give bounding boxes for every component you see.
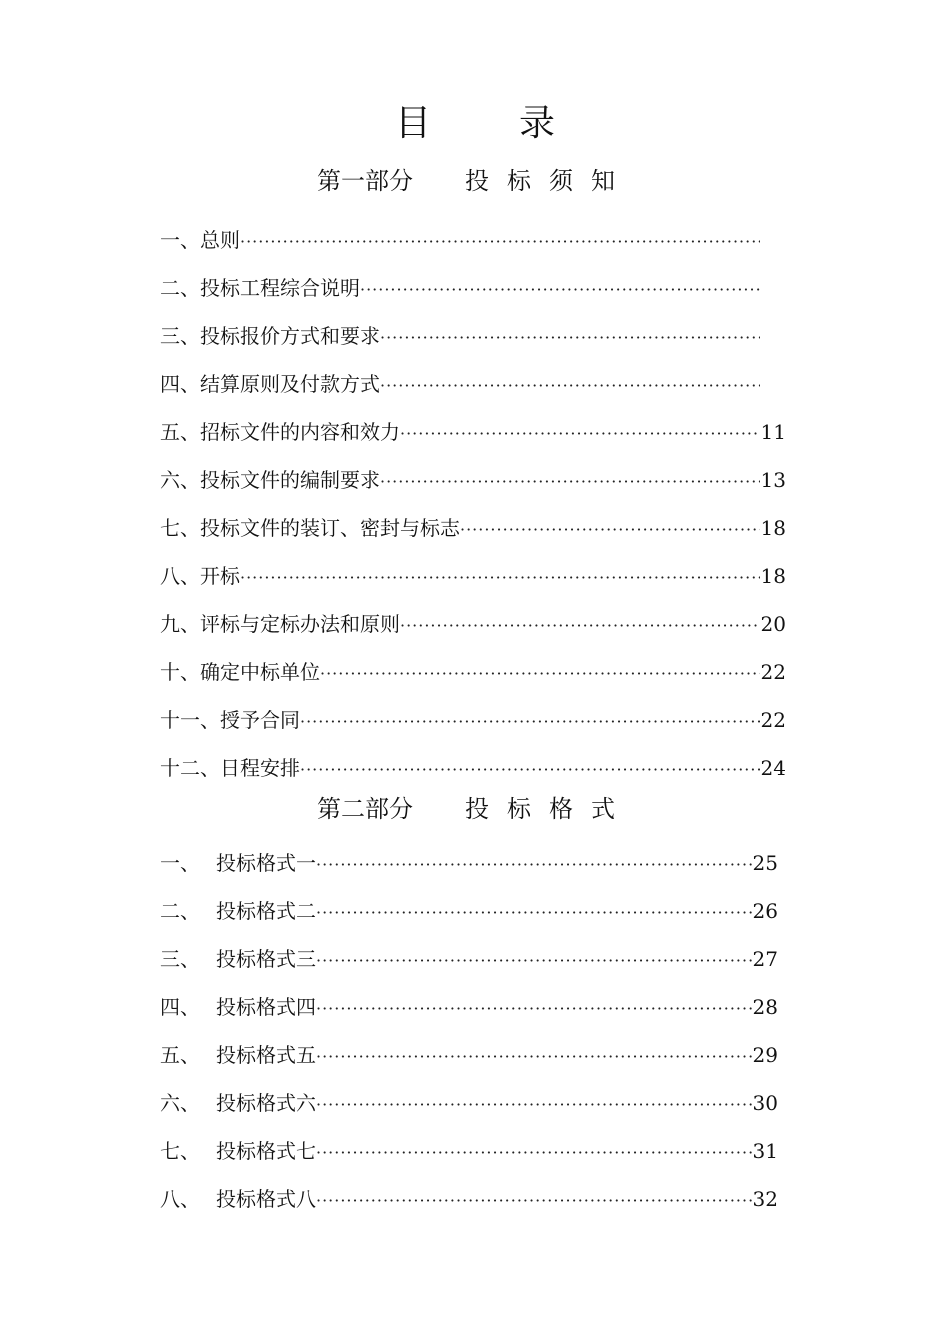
- title-char-2: 录: [519, 103, 556, 144]
- title-char-1: 目: [394, 103, 431, 144]
- part-2-title: 投标格式: [465, 795, 633, 823]
- toc-dot-leader: [380, 462, 760, 502]
- toc-dot-leader: [400, 606, 760, 646]
- page-title: [0, 96, 950, 152]
- toc-entry[interactable]: [160, 364, 786, 412]
- toc-entry-number: 二、: [160, 276, 200, 300]
- toc-entry[interactable]: [160, 1179, 778, 1227]
- toc-entry-page: 25: [752, 851, 778, 875]
- toc-entry[interactable]: [160, 604, 786, 652]
- toc-entry-page: 32: [752, 1187, 778, 1211]
- toc-dot-leader: [316, 845, 752, 885]
- toc-entry-page: 29: [752, 1043, 778, 1067]
- toc-entry[interactable]: [160, 460, 786, 508]
- part-1-toc: [160, 220, 786, 796]
- toc-entry-text: 投标文件的装订、密封与标志: [200, 516, 460, 540]
- toc-entry-page: 20: [760, 612, 786, 636]
- toc-entry[interactable]: [160, 220, 786, 268]
- part-2-heading: [0, 792, 950, 826]
- toc-entry-number: 九、: [160, 612, 200, 636]
- toc-entry-number: 一、: [160, 851, 200, 875]
- toc-entry-number: 四、: [160, 995, 200, 1019]
- toc-entry-text: 投标文件的编制要求: [200, 468, 380, 492]
- toc-entry-page: 27: [752, 947, 778, 971]
- toc-dot-leader: [316, 1085, 752, 1125]
- toc-entry-text: 开标: [200, 564, 240, 588]
- toc-entry-page: 22: [760, 660, 786, 684]
- toc-entry-number: 三、: [160, 324, 200, 348]
- toc-entry[interactable]: [160, 939, 778, 987]
- toc-entry-text: 总则: [200, 228, 240, 252]
- toc-entry-page: 26: [752, 899, 778, 923]
- toc-entry-text: 投标报价方式和要求: [200, 324, 380, 348]
- toc-entry-text: 日程安排: [220, 756, 300, 780]
- toc-entry[interactable]: [160, 268, 786, 316]
- toc-entry-text: 确定中标单位: [200, 660, 320, 684]
- toc-entry[interactable]: [160, 987, 778, 1035]
- toc-entry-text: 投标工程综合说明: [200, 276, 360, 300]
- toc-entry[interactable]: [160, 700, 786, 748]
- toc-dot-leader: [316, 1181, 752, 1221]
- part-1-title: 投标须知: [465, 167, 633, 195]
- toc-entry-text: 投标格式五: [216, 1043, 316, 1067]
- toc-dot-leader: [400, 414, 760, 454]
- toc-entry-number: 八、: [160, 1187, 200, 1211]
- toc-entry-number: 八、: [160, 564, 200, 588]
- toc-entry-text: 投标格式八: [216, 1187, 316, 1211]
- toc-entry-number: 七、: [160, 1139, 200, 1163]
- toc-entry-number: 一、: [160, 228, 200, 252]
- toc-entry-text: 投标格式四: [216, 995, 316, 1019]
- toc-entry[interactable]: [160, 748, 786, 796]
- toc-entry-text: 招标文件的内容和效力: [200, 420, 400, 444]
- toc-dot-leader: [320, 654, 760, 694]
- toc-entry[interactable]: [160, 891, 778, 939]
- toc-dot-leader: [316, 1037, 752, 1077]
- toc-entry[interactable]: [160, 1035, 778, 1083]
- toc-entry-page: 24: [760, 756, 786, 780]
- toc-entry[interactable]: [160, 1083, 778, 1131]
- toc-entry-text: 投标格式三: [216, 947, 316, 971]
- toc-entry[interactable]: [160, 843, 778, 891]
- toc-entry-text: 投标格式二: [216, 899, 316, 923]
- toc-entry-page: 18: [760, 516, 786, 540]
- toc-entry-number: 二、: [160, 899, 200, 923]
- toc-dot-leader: [300, 750, 760, 790]
- toc-entry[interactable]: [160, 1131, 778, 1179]
- toc-entry-number: 七、: [160, 516, 200, 540]
- toc-entry-number: 六、: [160, 1091, 200, 1115]
- toc-entry-page: 30: [752, 1091, 778, 1115]
- toc-entry-text: 结算原则及付款方式: [200, 372, 380, 396]
- toc-dot-leader: [360, 270, 760, 310]
- toc-entry-text: 投标格式六: [216, 1091, 316, 1115]
- toc-entry[interactable]: [160, 412, 786, 460]
- toc-entry-number: 五、: [160, 420, 200, 444]
- toc-entry-text: 投标格式七: [216, 1139, 316, 1163]
- toc-entry-number: 十、: [160, 660, 200, 684]
- toc-dot-leader: [316, 989, 752, 1029]
- toc-entry-page: 13: [760, 468, 786, 492]
- toc-entry-text: 评标与定标办法和原则: [200, 612, 400, 636]
- toc-entry-number: 十二、: [160, 756, 220, 780]
- toc-entry-text: 授予合同: [220, 708, 300, 732]
- toc-entry-number: 六、: [160, 468, 200, 492]
- part-1-heading: [0, 164, 950, 198]
- toc-entry[interactable]: [160, 556, 786, 604]
- toc-entry-text: 投标格式一: [216, 851, 316, 875]
- toc-dot-leader: [240, 558, 760, 598]
- part-1-label: 第一部分: [317, 167, 413, 195]
- toc-dot-leader: [460, 510, 760, 550]
- part-2-label: 第二部分: [317, 795, 413, 823]
- toc-entry-page: 28: [752, 995, 778, 1019]
- toc-entry-page: 31: [752, 1139, 778, 1163]
- toc-entry[interactable]: [160, 508, 786, 556]
- toc-entry-number: 五、: [160, 1043, 200, 1067]
- part-2-toc: [160, 843, 778, 1227]
- toc-dot-leader: [300, 702, 760, 742]
- toc-entry-page: 11: [760, 420, 786, 444]
- toc-dot-leader: [380, 366, 760, 406]
- toc-dot-leader: [240, 222, 760, 262]
- toc-dot-leader: [316, 893, 752, 933]
- toc-entry-number: 四、: [160, 372, 200, 396]
- toc-entry-number: 十一、: [160, 708, 220, 732]
- toc-entry-page: 18: [760, 564, 786, 588]
- toc-entry[interactable]: [160, 652, 786, 700]
- toc-dot-leader: [380, 318, 760, 358]
- toc-dot-leader: [316, 1133, 752, 1173]
- toc-entry-number: 三、: [160, 947, 200, 971]
- toc-entry[interactable]: [160, 316, 786, 364]
- toc-entry-page: 22: [760, 708, 786, 732]
- toc-dot-leader: [316, 941, 752, 981]
